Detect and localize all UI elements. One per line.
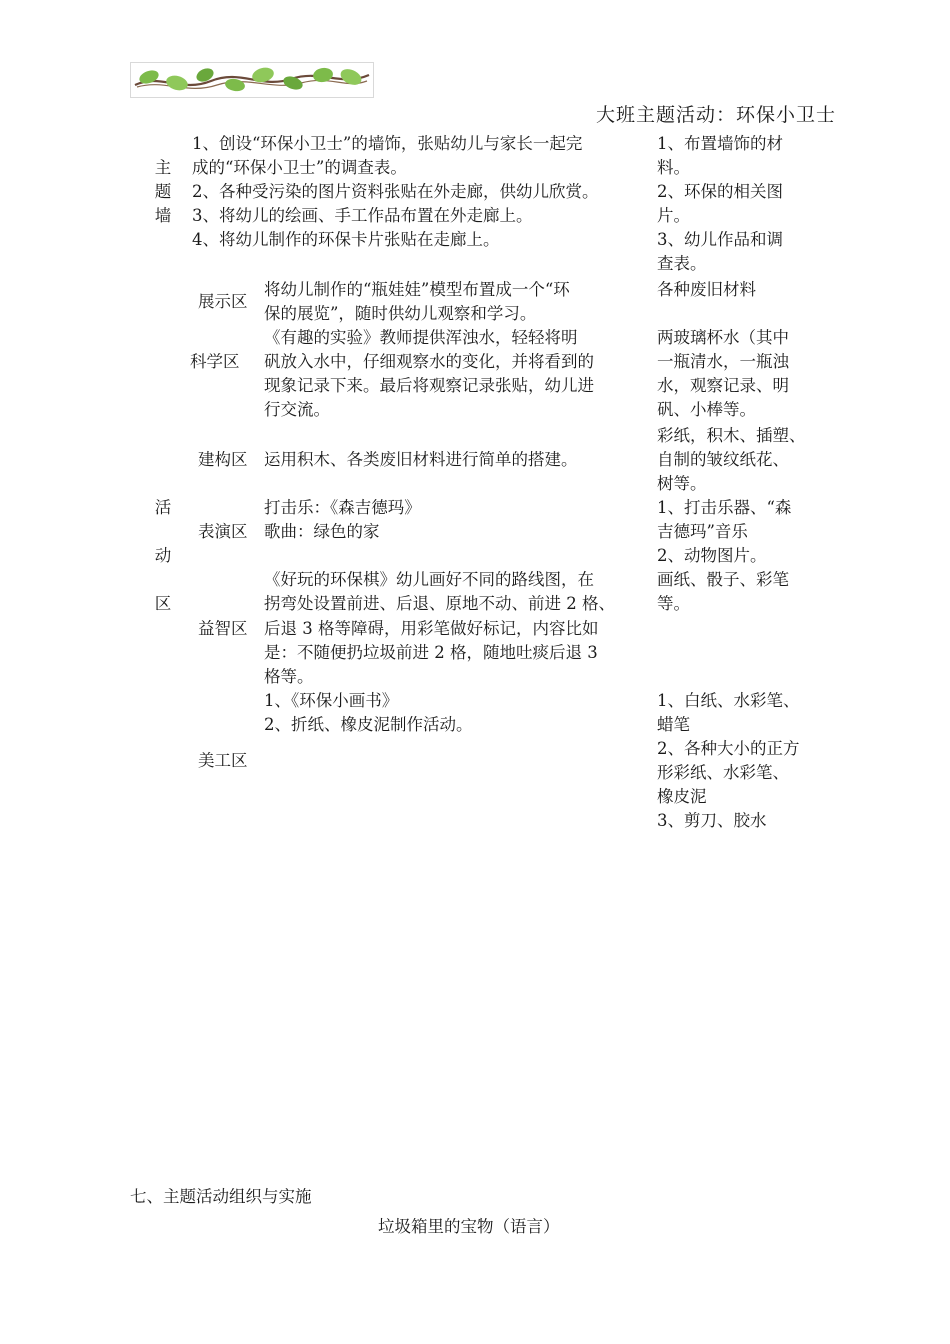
material-line: 水，观察记录、明 [657, 376, 789, 395]
material-line: 一瓶清水，一瓶浊 [657, 352, 789, 371]
text-line: 《有趣的实验》教师提供浑浊水，轻轻将明 [264, 328, 578, 347]
material-line: 吉德玛”音乐 [657, 522, 748, 541]
material-line: 树等。 [657, 474, 707, 493]
material-line: 画纸、骰子、彩笔 [657, 570, 789, 589]
activity-area-label-char: 动 [154, 546, 172, 565]
text-line: 4、将幼儿制作的环保卡片张贴在走廊上。 [192, 230, 500, 249]
text-line: 行交流。 [264, 400, 330, 419]
vine-leaves-icon [131, 63, 373, 97]
material-line: 1、打击乐器、“森 [657, 498, 792, 517]
area-name: 建构区 [198, 450, 248, 469]
text-line: 3、将幼儿的绘画、手工作品布置在外走廊上。 [192, 206, 533, 225]
material-line: 蜡笔 [657, 715, 690, 734]
text-line: 拐弯处设置前进、后退、原地不动、前进 2 格、 [264, 594, 615, 613]
material-line: 橡皮泥 [657, 787, 707, 806]
page-header-title: 大班主题活动：环保小卫士 [595, 104, 836, 126]
text-line: 后退 3 格等障碍，用彩笔做好标记，内容比如 [264, 619, 599, 638]
material-line: 3、幼儿作品和调 [657, 230, 783, 249]
section-heading: 七、主题活动组织与实施 [130, 1187, 312, 1206]
theme-wall-label-char: 题 [154, 182, 172, 201]
text-line: 现象记录下来。最后将观察记录张贴，幼儿进 [264, 376, 594, 395]
area-name: 科学区 [190, 352, 240, 371]
text-line: 《好玩的环保棋》幼儿画好不同的路线图，在 [264, 570, 594, 589]
text-line: 是：不随便扔垃圾前进 2 格，随地吐痰后退 3 [264, 643, 598, 662]
text-line: 2、折纸、橡皮泥制作活动。 [264, 715, 473, 734]
vine-logo [130, 62, 374, 98]
material-line: 2、环保的相关图 [657, 182, 783, 201]
text-line: 1、创设“环保小卫士”的墙饰，张贴幼儿与家长一起完 [192, 134, 583, 153]
material-line: 形彩纸、水彩笔、 [657, 763, 789, 782]
text-line: 矾放入水中，仔细观察水的变化，并将看到的 [264, 352, 594, 371]
text-line: 运用积木、各类废旧材料进行简单的搭建。 [264, 450, 578, 469]
text-line: 打击乐：《森吉德玛》 [264, 498, 421, 517]
area-name: 展示区 [198, 292, 248, 311]
material-line: 1、白纸、水彩笔、 [657, 691, 800, 710]
material-line: 3、剪刀、胶水 [657, 811, 767, 830]
text-line: 歌曲：绿色的家 [264, 522, 380, 541]
theme-wall-label-char: 主 [154, 158, 172, 177]
material-line: 2、动物图片。 [657, 546, 767, 565]
theme-wall-label-char: 墙 [154, 206, 172, 225]
material-line: 料。 [657, 158, 690, 177]
activity-area-label-char: 活 [154, 498, 172, 517]
text-line: 格等。 [264, 667, 314, 686]
text-line: 将幼儿制作的“瓶娃娃”模型布置成一个“环 [264, 280, 570, 299]
text-line: 成的“环保小卫士”的调查表。 [192, 158, 407, 177]
text-line: 1、《环保小画书》 [264, 691, 399, 710]
material-line: 彩纸，积木、插塑、 [657, 426, 806, 445]
section-subtitle: 垃圾箱里的宝物（语言） [378, 1217, 560, 1236]
material-line: 片。 [657, 206, 690, 225]
area-name: 益智区 [198, 619, 248, 638]
material-line: 自制的皱纹纸花、 [657, 450, 789, 469]
material-line: 各种废旧材料 [657, 280, 756, 299]
material-line: 矾、小棒等。 [657, 400, 756, 419]
material-line: 查表。 [657, 254, 707, 273]
material-line: 两玻璃杯水（其中 [657, 328, 789, 347]
area-name: 美工区 [198, 751, 248, 770]
activity-area-label-char: 区 [154, 594, 172, 613]
material-line: 2、各种大小的正方 [657, 739, 800, 758]
text-line: 2、各种受污染的图片资料张贴在外走廊，供幼儿欣赏。 [192, 182, 599, 201]
material-line: 等。 [657, 594, 690, 613]
area-name: 表演区 [198, 522, 248, 541]
material-line: 1、布置墙饰的材 [657, 134, 783, 153]
text-line: 保的展览”，随时供幼儿观察和学习。 [264, 304, 537, 323]
